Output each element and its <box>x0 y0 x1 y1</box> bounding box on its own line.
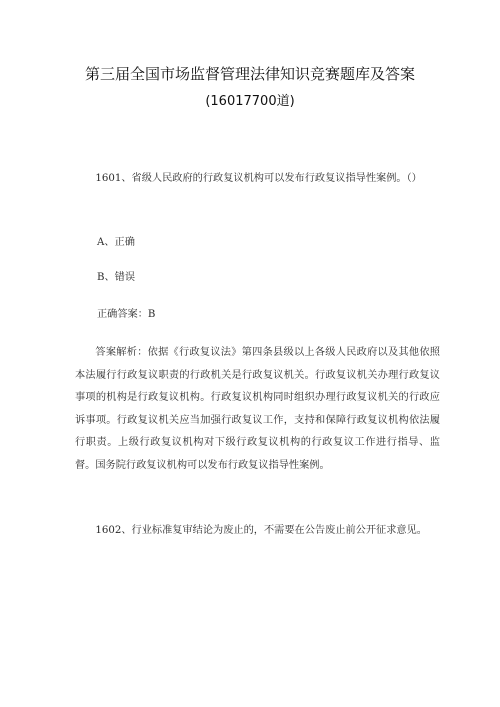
question-1602-stem: 1602、行业标准复审结论为废止的，不需要在公告废止前公开征求意见。 <box>95 525 427 536</box>
document-title: 第三届全国市场监督管理法律知识竞赛题库及答案 <box>84 65 415 83</box>
question-1601-option-a: A、正确 <box>97 237 135 248</box>
document-subtitle: (16017700道) <box>205 94 295 109</box>
question-1601-option-b: B、错误 <box>97 272 136 283</box>
question-1601-stem: 1601、省级人民政府的行政复议机构可以发布行政复议指导性案例。（） <box>95 173 422 184</box>
question-1601-analysis: 答案解析：依据《行政复议法》第四条县级以上各级人民政府以及其他依照本法履行行政复议职责的行政机关是行政复议机关。行政复议机关办理行政复议事项的机构是行政复议机构。行政复议机构同时组织办理行政复议机关的行政应诉事项。行政复议机关应当加强行政复议工作，支持和保障行政复议机构依法履行职责。上级行政复议机构对下级行政复议机构的行政复议工作进行指导、监督。国务院行政复议机构可以发布行政复议指导性案例。 <box>75 347 440 471</box>
question-1601-answer: 正确答案：B <box>97 309 156 320</box>
